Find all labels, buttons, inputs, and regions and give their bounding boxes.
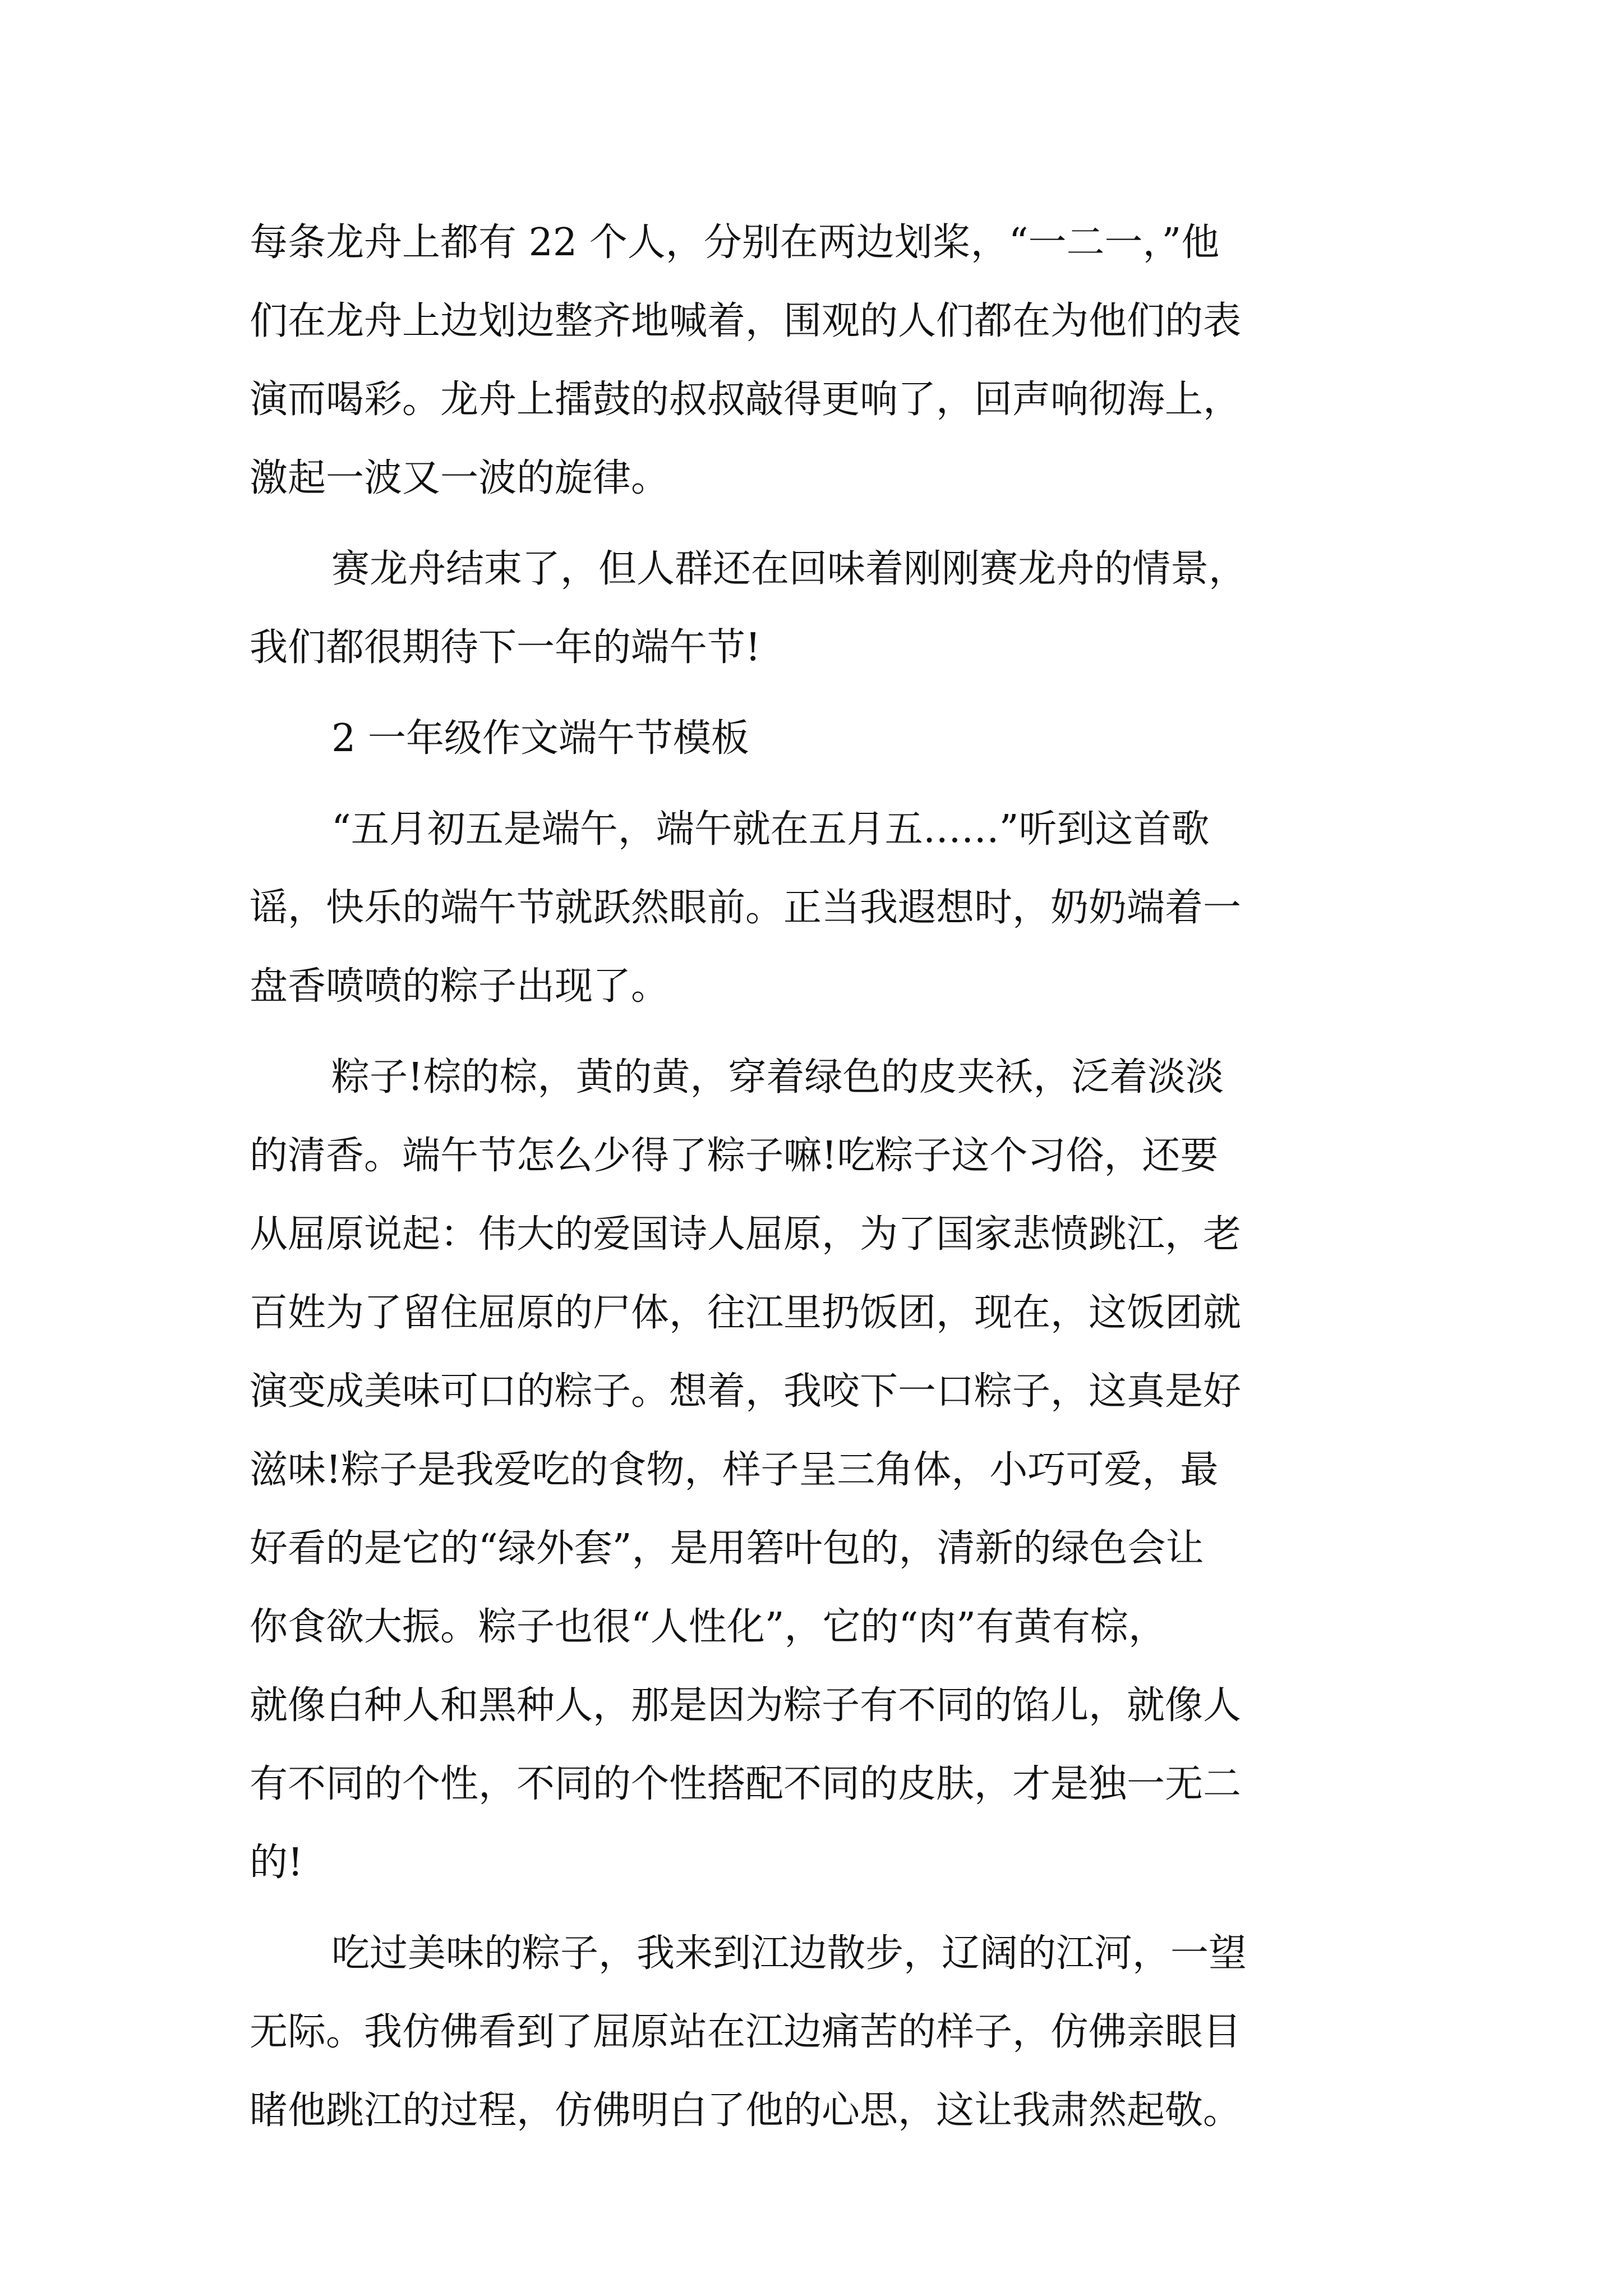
text-line: 无际。我仿佛看到了屈原站在江边痛苦的样子，仿佛亲眼目 — [250, 2010, 1242, 2054]
text-line: 每条龙舟上都有 22 个人，分别在两边划桨，“一二一，”他 — [250, 220, 1220, 265]
text-line: “五月初五是端午，端午就在五月五……”听到这首歌 — [331, 807, 1210, 852]
text-line: 滋味!粽子是我爱吃的食物，样子呈三角体，小巧可爱，最 — [250, 1448, 1219, 1492]
text-line: 的清香。端午节怎么少得了粽子嘛!吃粽子这个习俗，还要 — [250, 1134, 1219, 1178]
text-line: 赛龙舟结束了，但人群还在回味着刚刚赛龙舟的情景， — [331, 547, 1247, 591]
text-line: 睹他跳江的过程，仿佛明白了他的心思，这让我肃然起敬。 — [250, 2088, 1242, 2133]
text-line: 盘香喷喷的粽子出现了。 — [250, 964, 670, 1009]
document-body — [250, 204, 1394, 2150]
text-line: 我们都很期待下一年的端午节! — [250, 625, 761, 670]
text-line: 你食欲大振。粽子也很“人性化”，它的“肉”有黄有棕， — [250, 1605, 1167, 1649]
text-line: 好看的是它的“绿外套”，是用箬叶包的，清新的绿色会让 — [250, 1526, 1204, 1571]
text-line: 演变成美味可口的粽子。想着，我咬下一口粽子，这真是好 — [250, 1369, 1242, 1414]
text-line: 的! — [250, 1841, 303, 1885]
text-line: 就像白种人和黑种人，那是因为粽子有不同的馅儿，就像人 — [250, 1683, 1242, 1728]
text-line: 百姓为了留住屈原的尸体，往江里扔饭团，现在，这饭团就 — [250, 1291, 1242, 1335]
text-line: 从屈原说起：伟大的爱国诗人屈原，为了国家悲愤跳江，老 — [250, 1212, 1242, 1257]
text-line: 有不同的个性，不同的个性搭配不同的皮肤，才是独一无二 — [250, 1762, 1242, 1806]
text-line: 激起一波又一波的旋律。 — [250, 456, 670, 500]
text-line: 谣，快乐的端午节就跃然眼前。正当我遐想时，奶奶端着一 — [250, 886, 1242, 930]
text-line: 粽子!棕的棕，黄的黄，穿着绿色的皮夹袄，泛着淡淡 — [331, 1055, 1224, 1099]
section-heading: 2 一年级作文端午节模板 — [331, 716, 749, 761]
text-line: 演而喝彩。龙舟上擂鼓的叔叔敲得更响了，回声响彻海上， — [250, 378, 1242, 422]
text-line: 们在龙舟上边划边整齐地喊着，围观的人们都在为他们的表 — [250, 299, 1242, 343]
text-line: 吃过美味的粽子，我来到江边散步，辽阔的江河，一望 — [331, 1931, 1247, 1976]
